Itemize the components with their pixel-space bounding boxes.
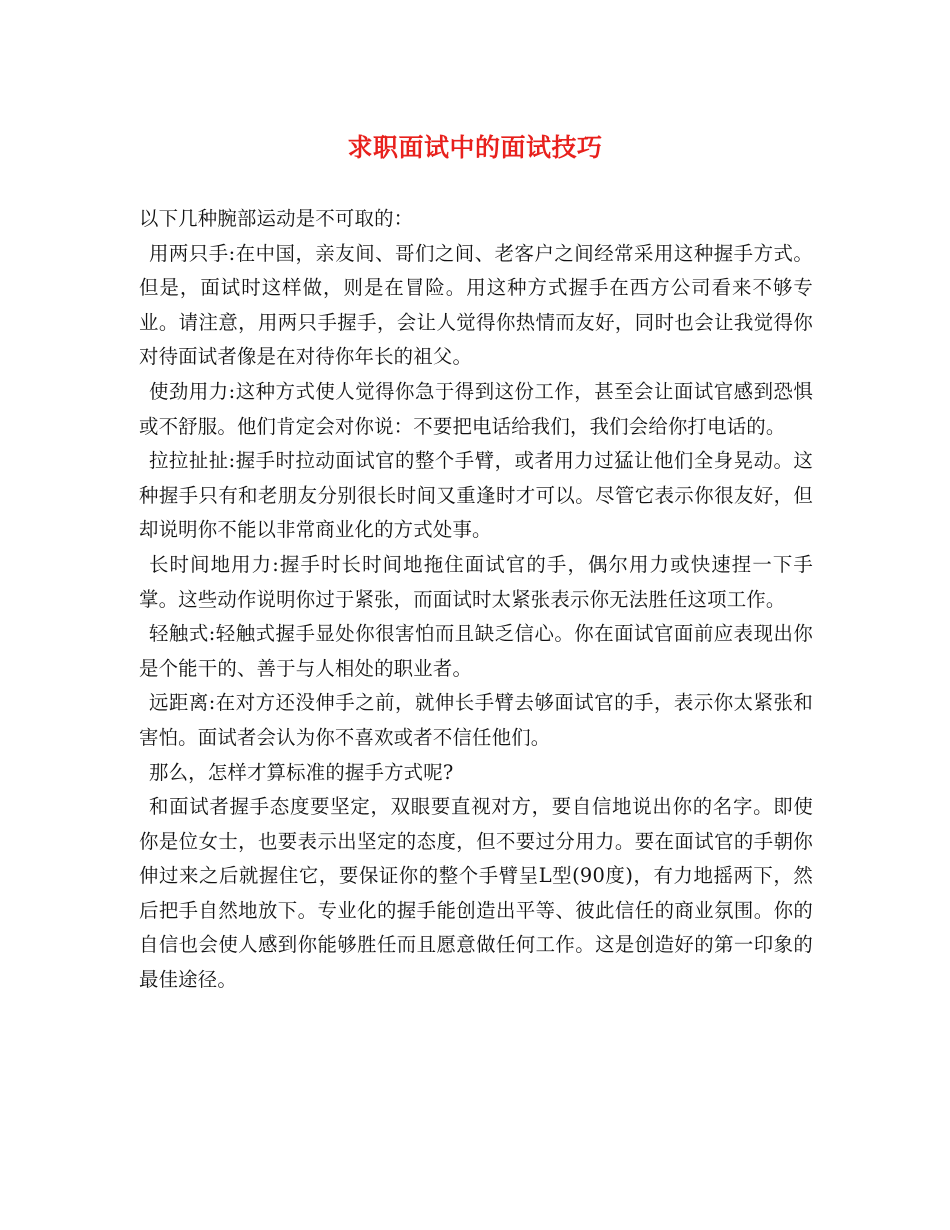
paragraph-standard-handshake: 和面试者握手态度要坚定，双眼要直视对方，要自信地说出你的名字。即使你是位女士，也要表示出坚定的态度，但不要过分用力。要在面试官的手朝你伸过来之后就握住它，要保证你的整个手臂呈L型(90度)，有力地摇两下，然后把手自然地放下。专业化的握手能创造出平等、彼此信任的商业氛围。你的自信也会使人感到你能够胜任而且愿意做任何工作。这是创造好的第一印象的最佳途径。 [139, 795, 813, 992]
document-title: 求职面试中的面试技巧 [347, 133, 603, 162]
paragraph-pulling: 拉拉扯扯:握手时拉动面试官的整个手臂，或者用力过猛让他们全身晃动。这种握手只有和老朋友分别很长时间又重逢时才可以。尽管它表示你很友好，但却说明你不能以非常商业化的方式处事。 [139, 449, 813, 542]
paragraph-long-grip: 长时间地用力:握手时长时间地拖住面试官的手，偶尔用力或快速捏一下手掌。这些动作说明你过于紧张，而面试时太紧张表示你无法胜任这项工作。 [139, 552, 813, 611]
paragraph-intro: 以下几种腕部运动是不可取的： [139, 207, 414, 230]
paragraph-two-hands: 用两只手:在中国，亲友间、哥们之间、老客户之间经常采用这种握手方式。但是，面试时这样做，则是在冒险。用这种方式握手在西方公司看来不够专业。请注意，用两只手握手，会让人觉得你热情而友好，同时也会让我觉得你对待面试者像是在对待你年长的祖父。 [139, 241, 813, 369]
paragraph-distance: 远距离:在对方还没伸手之前，就伸长手臂去够面试官的手，表示你太紧张和害怕。面试者会认为你不喜欢或者不信任他们。 [139, 691, 813, 749]
paragraph-force: 使劲用力:这种方式使人觉得你急于得到这份工作，甚至会让面试官感到恐惧或不舒服。他们肯定会对你说：不要把电话给我们，我们会给你打电话的。 [139, 379, 813, 438]
paragraph-light-touch: 轻触式:轻触式握手显处你很害怕而且缺乏信心。你在面试官面前应表现出你是个能干的、善于与人相处的职业者。 [139, 622, 813, 680]
paragraph-question: 那么，怎样才算标准的握手方式呢? [149, 760, 454, 784]
document-body [139, 202, 813, 998]
